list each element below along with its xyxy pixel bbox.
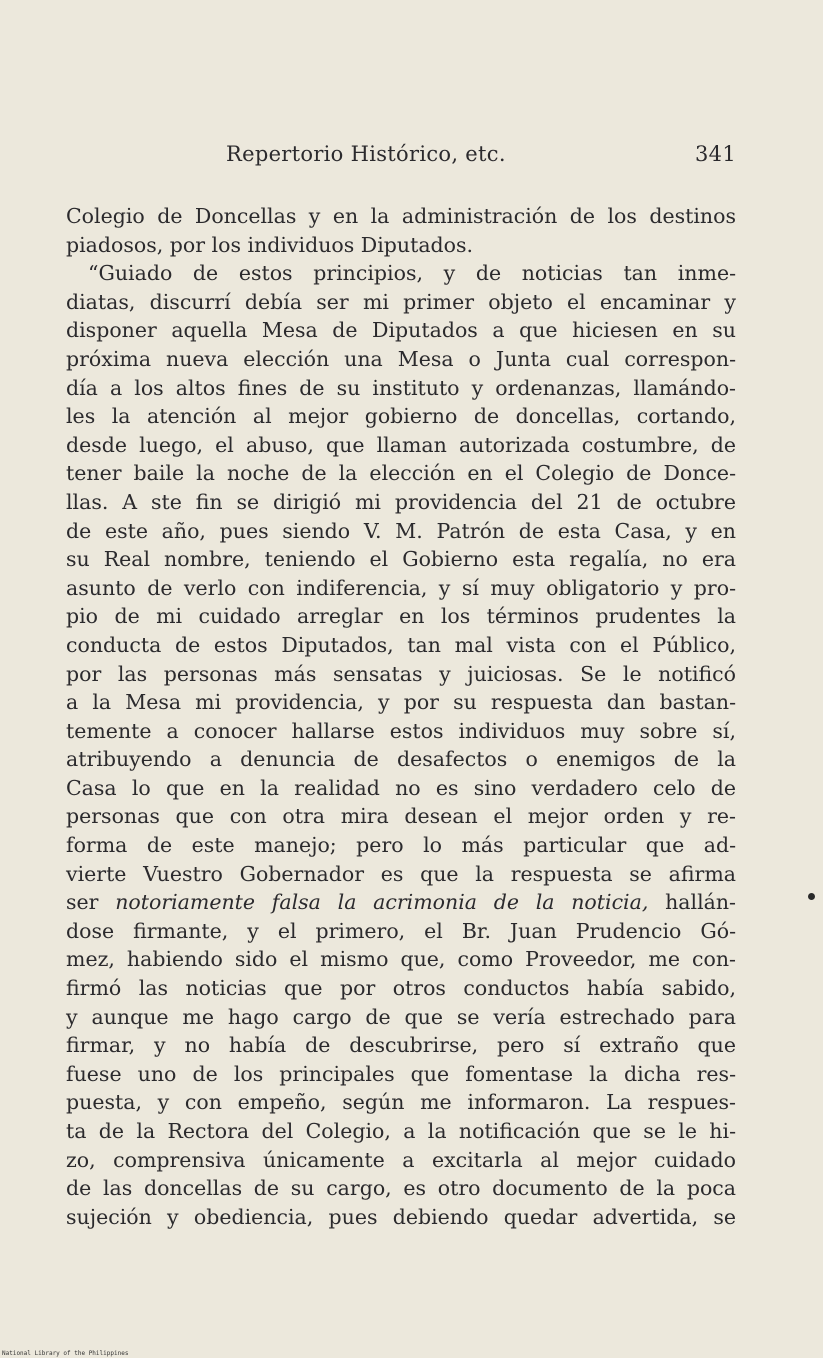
text-line: de este año, pues siendo V. M. Patrón de esta Casa, y en	[66, 518, 736, 543]
margin-dot-mark	[808, 893, 815, 900]
text-line: su Real nombre, teniendo el Gobierno esta regalía, no era	[66, 547, 736, 572]
text-line: forma de este manejo; pero lo más particular que ad-	[66, 833, 736, 858]
text-line: de las doncellas de su cargo, es otro documento de la poca	[66, 1176, 736, 1201]
text-line: personas que con otra mira desean el mejor orden y re-	[66, 804, 736, 829]
text-line: a la Mesa mi providencia, y por su respuesta dan bastan-	[66, 690, 736, 715]
text-line: puesta, y con empeño, según me informaron. La respues-	[66, 1090, 736, 1115]
text-fragment: ser	[66, 890, 99, 915]
text-line: próxima nueva elección una Mesa o Junta cual correspon-	[66, 346, 736, 371]
text-line: atribuyendo a denuncia de desafectos o enemigos de la	[66, 747, 736, 772]
text-line: dose firmante, y el primero, el Br. Juan Prudencio Gó-	[66, 918, 736, 943]
text-line: por las personas más sensatas y juiciosas. Se le notificó	[66, 661, 736, 686]
text-line: firmar, y no había de descubrirse, pero sí extraño que	[66, 1033, 736, 1058]
text-line: vierte Vuestro Gobernador es que la respuesta se afirma	[66, 861, 736, 886]
text-line: y aunque me hago cargo de que se vería estrechado para	[66, 1004, 736, 1029]
running-title: Repertorio Histórico, etc.	[226, 142, 506, 166]
text-line: conducta de estos Diputados, tan mal vista con el Público,	[66, 632, 736, 657]
text-line: sujeción y obediencia, pues debiendo quedar advertida, se	[66, 1204, 736, 1229]
text-line: zo, comprensiva únicamente a excitarla al mejor cuidado	[66, 1147, 736, 1172]
text-line: día a los altos fines de su instituto y ordenanzas, llamándo-	[66, 375, 736, 400]
text-line: mez, habiendo sido el mismo que, como Proveedor, me con-	[66, 947, 736, 972]
text-line: les la atención al mejor gobierno de doncellas, cortando,	[66, 404, 736, 429]
text-fragment: hallán-	[665, 890, 736, 915]
text-line: firmó las noticias que por otros conductos había sabido,	[66, 976, 736, 1001]
text-line: llas. A ste fin se dirigió mi providencia del 21 de octubre	[66, 489, 736, 514]
text-line: “Guiado de estos principios, y de noticias tan inme-	[88, 261, 736, 286]
text-line: Colegio de Doncellas y en la administración de los destinos	[66, 204, 736, 228]
text-line-mixed	[66, 888, 736, 917]
running-head	[66, 142, 736, 172]
text-line: desde luego, el abuso, que llaman autorizada costumbre, de	[66, 432, 736, 457]
library-credit: National Library of the Philippines	[2, 1350, 129, 1357]
body-text	[66, 202, 736, 1231]
text-line: diatas, discurrí debía ser mi primer objeto el encaminar y	[66, 289, 736, 314]
page-number: 341	[695, 142, 736, 166]
text-line: pio de mi cuidado arreglar en los términos prudentes la	[66, 604, 736, 629]
italic-quote: notoriamente falsa la acrimonia de la noticia,	[115, 890, 649, 915]
text-line: asunto de verlo con indiferencia, y sí muy obligatorio y pro-	[66, 575, 736, 600]
text-line: piadosos, por los individuos Diputados.	[66, 232, 474, 257]
text-line: tener baile la noche de la elección en el Colegio de Donce-	[66, 461, 736, 486]
text-line: fuese uno de los principales que fomentase la dicha res-	[66, 1061, 736, 1086]
text-line: temente a conocer hallarse estos individuos muy sobre sí,	[66, 718, 736, 743]
text-line: ta de la Rectora del Colegio, a la notificación que se le hi-	[66, 1119, 736, 1143]
text-line: Casa lo que en la realidad no es sino verdadero celo de	[66, 775, 736, 800]
text-line: disponer aquella Mesa de Diputados a que hiciesen en su	[66, 318, 736, 343]
